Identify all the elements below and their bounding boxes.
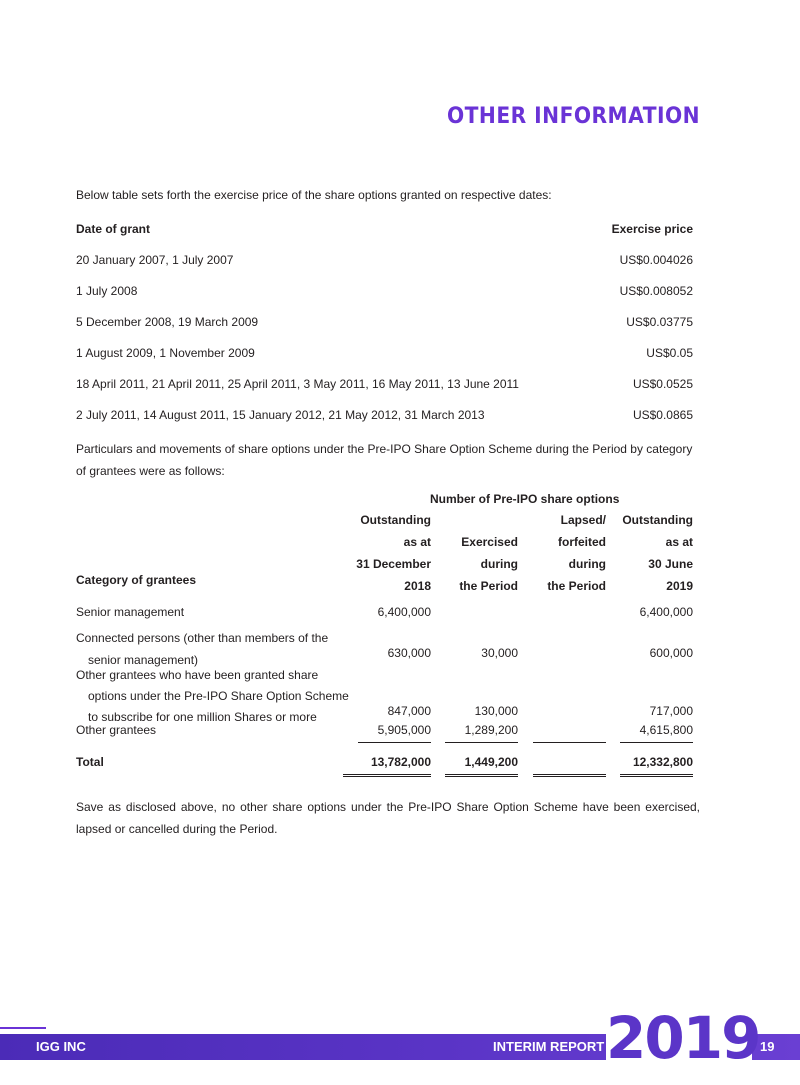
outstanding-start-value: 847,000 <box>387 704 431 718</box>
category-label: Senior management <box>76 605 185 619</box>
lapsed-value <box>533 723 606 743</box>
table-row <box>76 377 693 391</box>
total-exercised-value: 1,449,200 <box>445 755 518 777</box>
col-outstanding-start: Outstanding as at 31 December 2018 <box>356 513 431 593</box>
exercised-value: 1,289,200 <box>445 723 518 743</box>
footer-accent-line <box>0 1027 46 1029</box>
col-outstanding-end: Outstanding as at 30 June 2019 <box>622 513 693 593</box>
footer-company: IGG INC <box>36 1039 86 1054</box>
price-table-header <box>76 222 693 236</box>
intro-text: Below table sets forth the exercise price of the share options granted on respective dates: <box>76 188 552 202</box>
grant-date: 2 July 2011, 14 August 2011, 15 January 2012, 21 May 2012, 31 March 2013 <box>76 408 485 422</box>
page-title: OTHER INFORMATION <box>446 104 700 129</box>
total-lapsed-value <box>533 755 606 777</box>
exercise-price: US$0.0525 <box>632 377 693 391</box>
grant-date: 1 August 2009, 1 November 2009 <box>76 346 255 360</box>
category-label: Other grantees who have been granted share options under the Pre-IPO Share Option Scheme to subscribe for one million Shares or more <box>76 668 349 724</box>
total-start-value: 13,782,000 <box>343 755 431 777</box>
outstanding-end-value: 4,615,800 <box>620 723 693 743</box>
table-row <box>76 284 693 298</box>
exercise-price: US$0.03775 <box>626 315 693 329</box>
grant-date: 1 July 2008 <box>76 284 138 298</box>
exercised-value: 130,000 <box>474 704 518 718</box>
grant-date: 20 January 2007, 1 July 2007 <box>76 253 234 267</box>
outstanding-start-value: 5,905,000 <box>358 723 431 743</box>
footer-year: 2019 <box>606 1004 760 1072</box>
exercised-value: 30,000 <box>481 646 518 660</box>
total-label: Total <box>76 755 104 769</box>
particulars-text: Particulars and movements of share options under the Pre-IPO Share Option Scheme during the Period by category of grantees were as follows: <box>76 442 693 478</box>
exercise-price: US$0.05 <box>646 346 693 360</box>
group-header: Number of Pre-IPO share options <box>430 492 620 506</box>
exercise-price: US$0.0865 <box>632 408 693 422</box>
grant-date: 5 December 2008, 19 March 2009 <box>76 315 259 329</box>
grant-date: 18 April 2011, 21 April 2011, 25 April 2011, 3 May 2011, 16 May 2011, 13 June 2011 <box>76 377 519 391</box>
table-row <box>76 253 693 267</box>
table-row <box>76 346 693 360</box>
outstanding-end-value: 600,000 <box>649 646 693 660</box>
col-category: Category of grantees <box>76 573 197 587</box>
col-exercised: Exercised during the Period <box>459 535 518 593</box>
col-exercise-price: Exercise price <box>611 222 693 236</box>
closing-text: Save as disclosed above, no other share options under the Pre-IPO Share Option Scheme have been exercised, lapsed or cancelled during the Period. <box>76 800 700 836</box>
outstanding-end-value: 6,400,000 <box>639 605 693 619</box>
col-lapsed-forfeited: Lapsed/ forfeited during the Period <box>547 513 606 593</box>
outstanding-start-value: 630,000 <box>387 646 431 660</box>
outstanding-end-value: 717,000 <box>649 704 693 718</box>
col-date-of-grant: Date of grant <box>76 222 151 236</box>
table-row <box>76 408 693 422</box>
page-number: 19 <box>760 1039 775 1054</box>
exercise-price: US$0.004026 <box>619 253 693 267</box>
outstanding-start-value: 6,400,000 <box>377 605 431 619</box>
category-label: Connected persons (other than members of the senior management) <box>76 631 329 667</box>
table-row <box>76 315 693 329</box>
total-end-value: 12,332,800 <box>620 755 693 777</box>
category-label: Other grantees <box>76 723 157 737</box>
exercise-price: US$0.008052 <box>619 284 693 298</box>
footer-report-name: INTERIM REPORT <box>493 1039 605 1054</box>
